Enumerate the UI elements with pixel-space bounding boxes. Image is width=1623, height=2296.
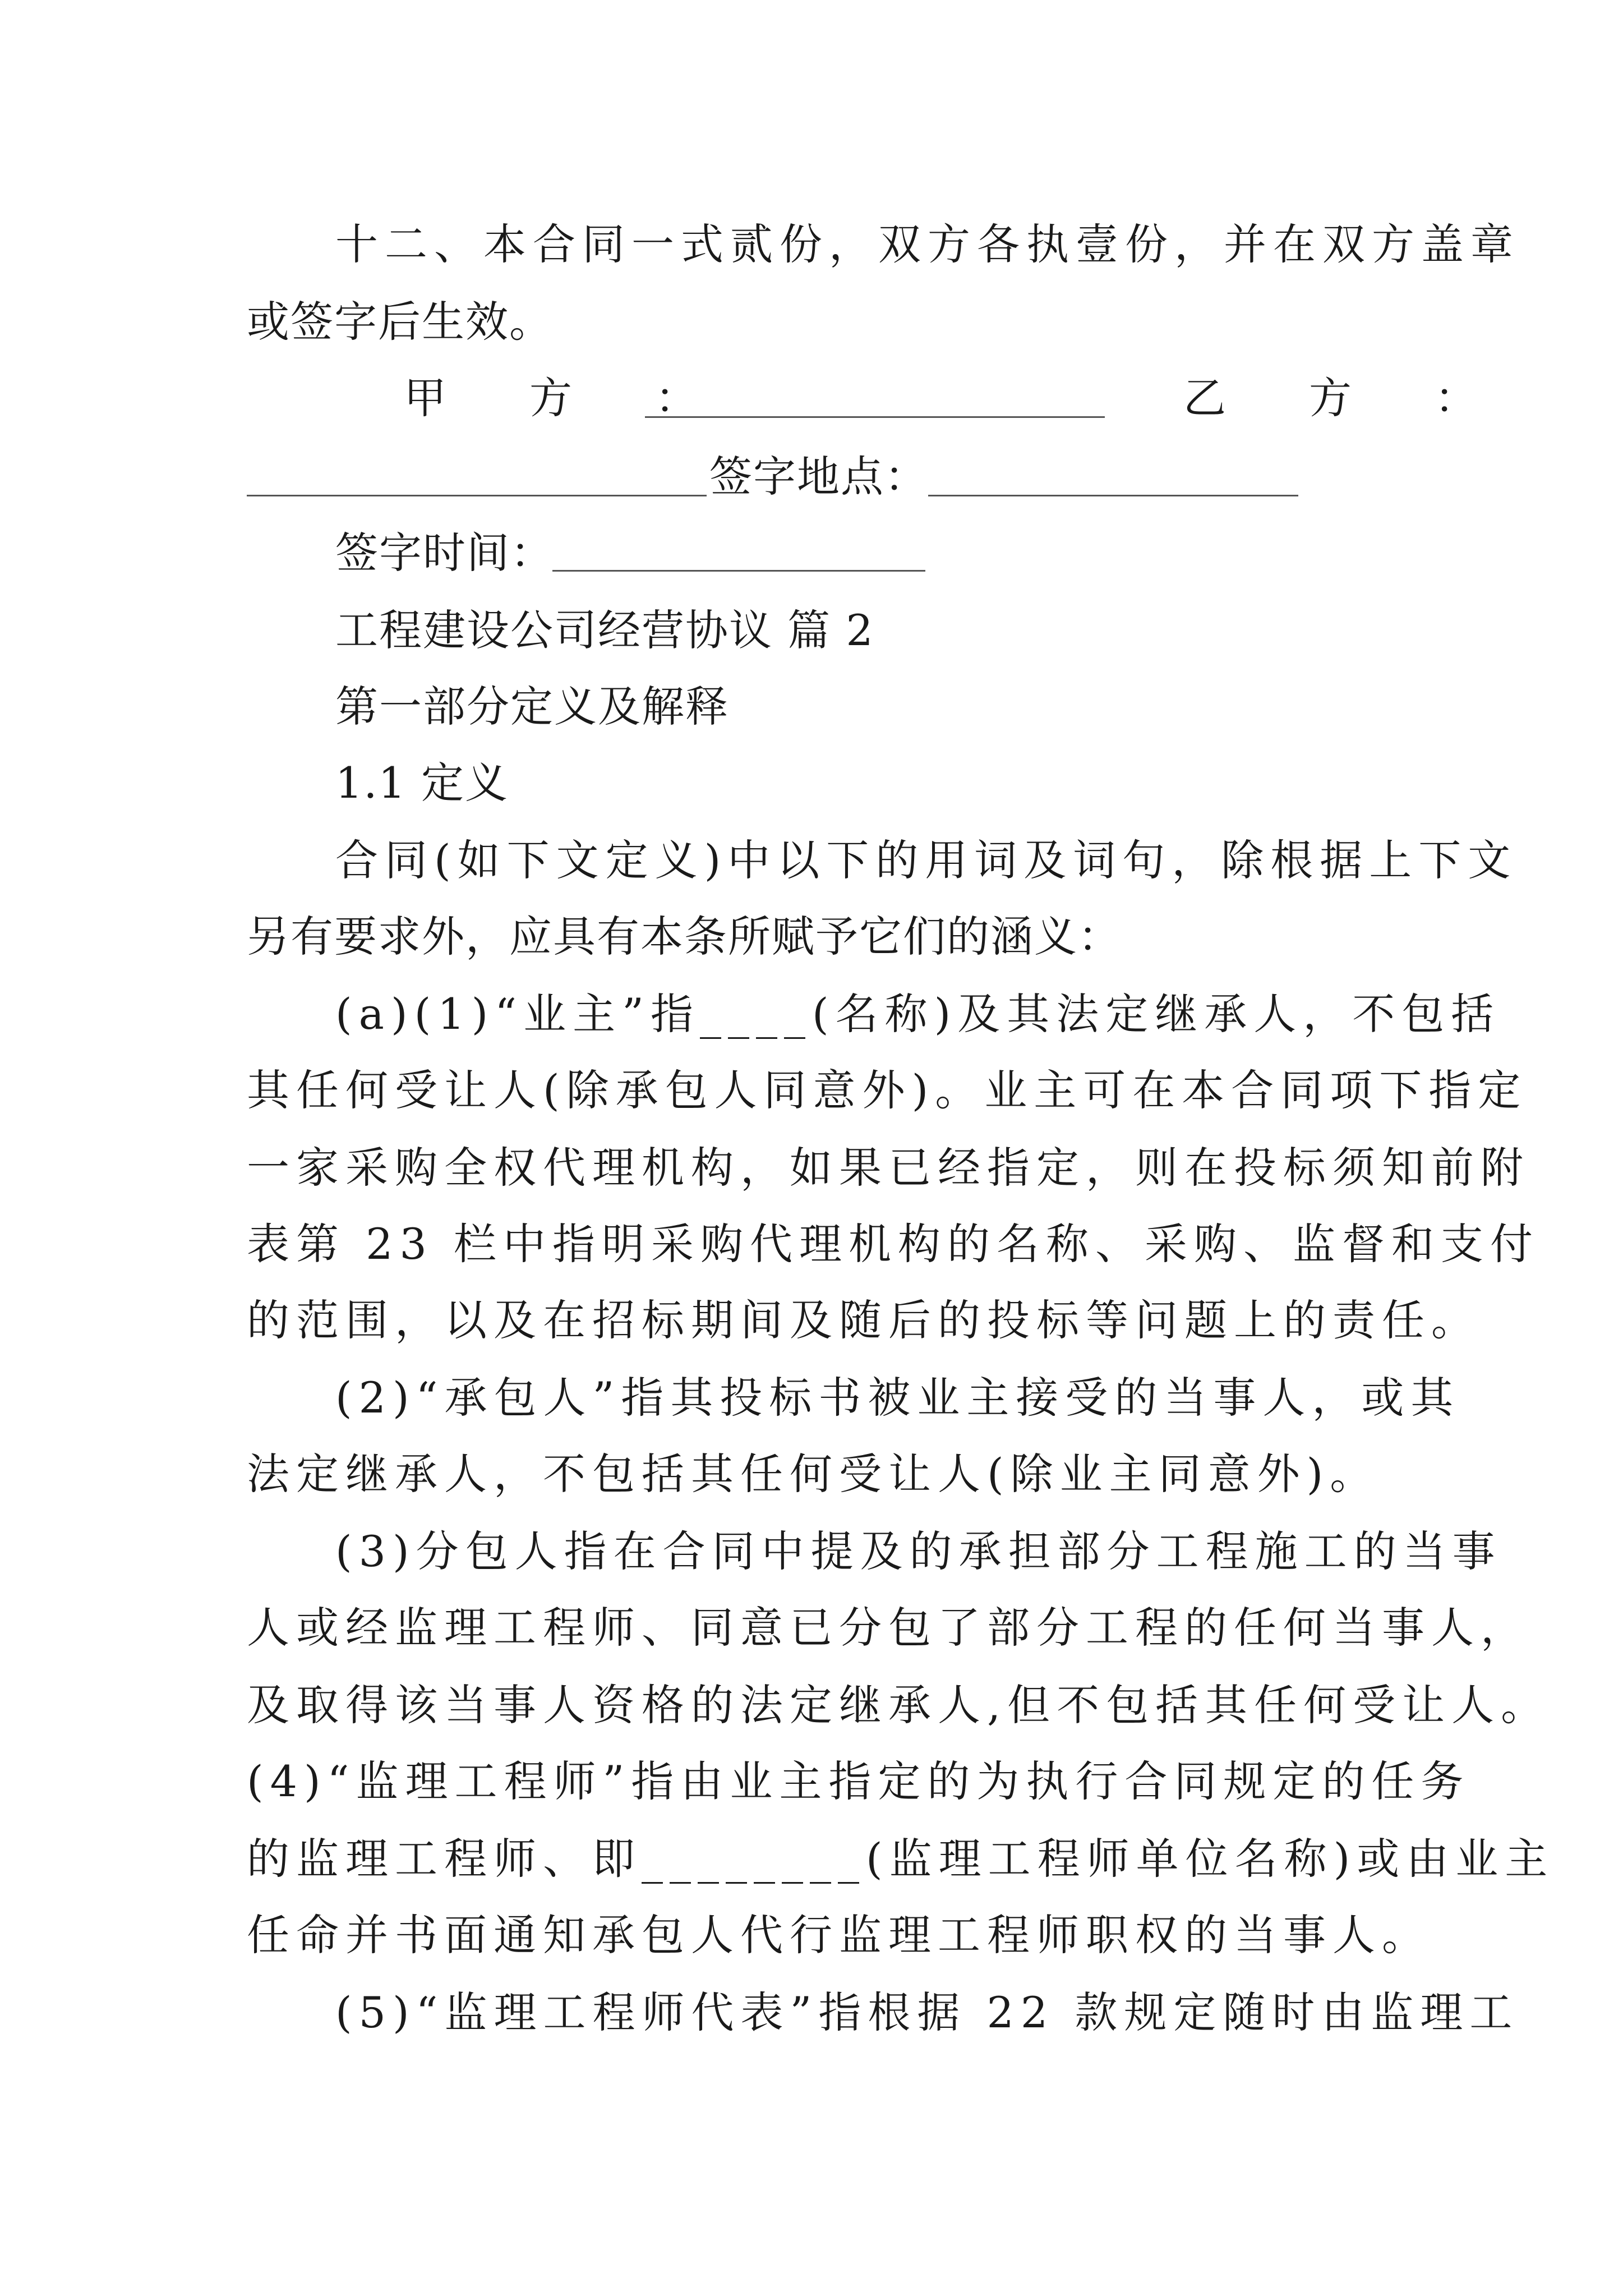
owner-definition-line-1: (a)(1)“业主”指____(名称)及其法定继承人，不包括 [335,989,1501,1039]
party-b-label: 乙 方 ： [1183,373,1497,423]
section-title: 工程建设公司经营协议 篇 2 [335,605,874,655]
party-a-label: 甲 方 ： [404,373,718,423]
clause-12-line-1: 十二、本合同一式贰份，双方各执壹份，并在双方盖章 [335,219,1520,269]
engineer-definition-line-3: 任命并书面通知承包人代行监理工程师职权的当事人。 [247,1910,1431,1960]
subcontractor-definition-line-2: 人或经监理工程师、同意已分包了部分工程的任何当事人， [247,1603,1530,1653]
engineer-definition-line-1: (4)“监理工程师”指由业主指定的为执行合同规定的任务 [247,1756,1470,1806]
owner-definition-line-2: 其任何受让人(除承包人同意外)。业主可在本合同项下指定 [247,1065,1528,1115]
subcontractor-definition-line-3: 及取得该当事人资格的法定继承人,但不包括其任何受让人。 [247,1680,1551,1730]
engineer-definition-line-2: 的监理工程师、即________(监理工程师单位名称)或由业主 [247,1834,1555,1884]
contractor-definition-line-1: (2)“承包人”指其投标书被业主接受的当事人，或其 [335,1373,1460,1423]
definitions-intro-line-1: 合同(如下文定义)中以下的用词及词句，除根据上下文 [335,835,1518,885]
owner-definition-line-4: 表第 23 栏中指明采购代理机构的名称、采购、监督和支付 [247,1219,1540,1269]
part-heading: 第一部分定义及解释 [335,682,729,731]
sign-time-label: 签字时间： [335,528,554,578]
owner-definition-line-3: 一家采购全权代理机构，如果已经指定，则在投标须知前附 [247,1143,1530,1193]
clause-12-line-2: 或签字后生效。 [247,297,553,347]
contractor-definition-line-2: 法定继承人，不包括其任何受让人(除业主同意外)。 [247,1449,1380,1499]
definitions-intro-line-2: 另有要求外，应具有本条所赋予它们的涵义： [247,912,1122,961]
sign-place-label: 签字地点： [709,452,928,501]
subsection-heading: 1.1 定义 [335,758,509,808]
engineer-representative-line-1: (5)“监理工程师代表”指根据 22 款规定随时由监理工 [335,1987,1519,2037]
party-a-blank [645,416,1105,418]
sign-time-blank [552,570,925,572]
sign-place-blank [928,495,1298,496]
subcontractor-definition-line-1: (3)分包人指在合同中提及的承担部分工程施工的当事 [335,1526,1502,1576]
party-b-blank [247,495,707,496]
owner-definition-line-5: 的范围，以及在招标期间及随后的投标等问题上的责任。 [247,1295,1481,1345]
